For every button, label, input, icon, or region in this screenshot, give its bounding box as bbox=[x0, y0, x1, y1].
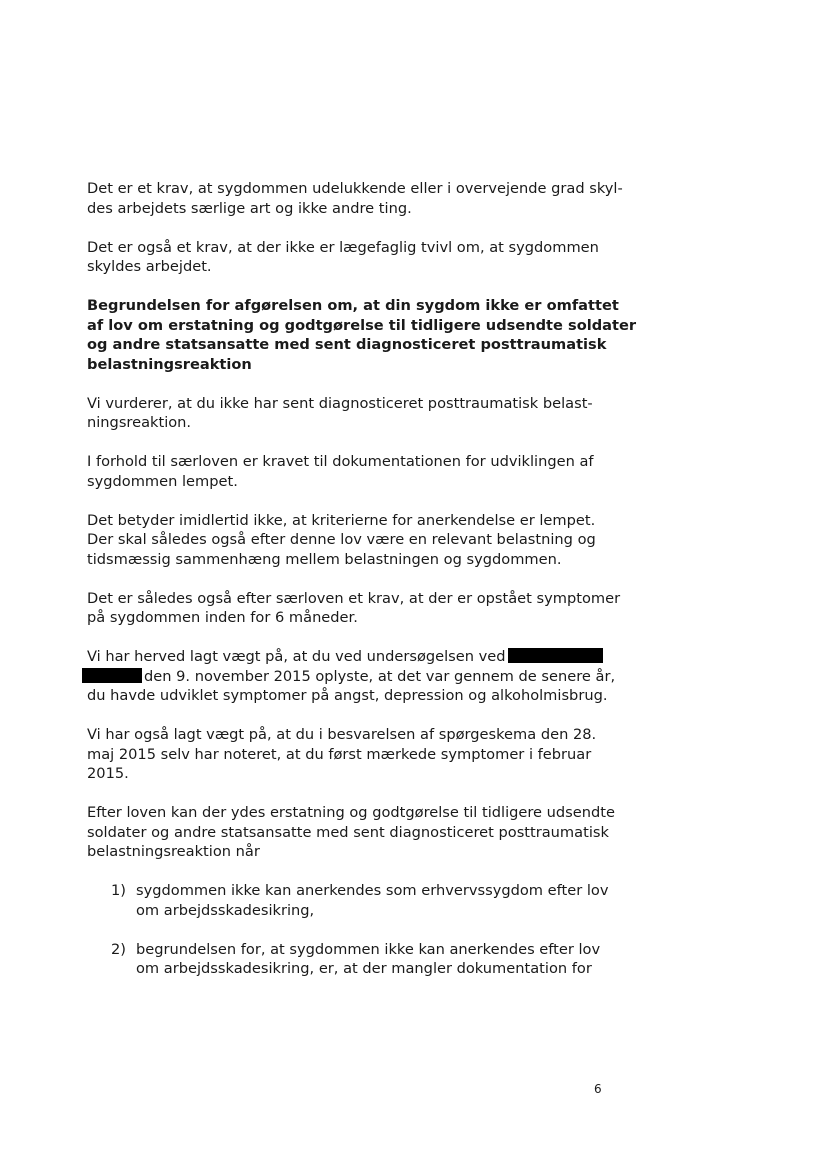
text-fragment: den 9. november 2015 oplyste, at det var gennem de senere år, bbox=[144, 667, 616, 685]
paragraph-requirement-medical bbox=[87, 238, 607, 277]
section-heading bbox=[87, 296, 637, 374]
paragraph-six-months bbox=[87, 589, 621, 628]
list-item-text bbox=[136, 940, 607, 979]
text-line: ningsreaktion. bbox=[87, 414, 192, 431]
text-line: begrundelsen for, at sygdommen ikke kan anerkendes efter lov bbox=[136, 940, 601, 958]
text-fragment: Vi har herved lagt vægt på, at du ved undersøgelsen ved bbox=[87, 648, 506, 665]
text-line: maj 2015 selv har noteret, at du først mærkede symptomer i februar bbox=[87, 745, 592, 763]
heading-line: og andre statsansatte med sent diagnosticeret posttraumatisk bbox=[87, 336, 607, 353]
document-body bbox=[87, 179, 637, 998]
paragraph-requirement-cause bbox=[87, 179, 623, 218]
text-line: skyldes arbejdet. bbox=[87, 258, 212, 275]
text-line: om arbejdsskadesikring, bbox=[136, 901, 315, 919]
page-number: 6 bbox=[594, 1082, 602, 1096]
text-line bbox=[87, 667, 616, 687]
list-item-number: 1) bbox=[111, 882, 126, 899]
text-line: Det betyder imidlertid ikke, at kriterierne for anerkendelse er lempet. bbox=[87, 511, 596, 529]
redaction-block bbox=[82, 668, 142, 683]
text-line: Der skal således også efter denne lov være en relevant belastning og bbox=[87, 531, 596, 548]
paragraph-conditions-intro bbox=[87, 803, 615, 862]
paragraph-criteria bbox=[87, 511, 607, 570]
text-line: I forhold til særloven er kravet til dokumentationen for udviklingen af bbox=[87, 453, 594, 470]
paragraph-examination bbox=[87, 647, 616, 706]
text-line: Vi har også lagt vægt på, at du i besvarelsen af spørgeskema den 28. bbox=[87, 726, 597, 743]
paragraph-documentation bbox=[87, 452, 607, 491]
text-line: om arbejdsskadesikring, er, at der mangler dokumentation for bbox=[136, 960, 592, 977]
heading-line: Begrundelsen for afgørelsen om, at din sygdom ikke er omfattet bbox=[87, 297, 619, 314]
conditions-list bbox=[87, 881, 607, 979]
text-line: belastningsreaktion når bbox=[87, 843, 260, 860]
text-line: Efter loven kan der ydes erstatning og godtgørelse til tidligere udsendte bbox=[87, 804, 615, 821]
list-item-text bbox=[136, 881, 608, 920]
text-line: soldater og andre statsansatte med sent diagnosticeret posttraumatisk bbox=[87, 823, 609, 841]
list-item-number: 2) bbox=[111, 940, 126, 958]
heading-line: belastningsreaktion bbox=[87, 355, 252, 373]
text-line: på sygdommen inden for 6 måneder. bbox=[87, 609, 358, 626]
text-line: Det er også et krav, at der ikke er lægefaglig tvivl om, at sygdommen bbox=[87, 238, 599, 256]
paragraph-assessment bbox=[87, 394, 607, 433]
heading-line: af lov om erstatning og godtgørelse til tidligere udsendte soldater bbox=[87, 316, 637, 334]
text-line: Vi vurderer, at du ikke har sent diagnosticeret posttraumatisk belast- bbox=[87, 394, 593, 412]
text-line bbox=[87, 647, 607, 667]
text-line: tidsmæssig sammenhæng mellem belastningen og sygdommen. bbox=[87, 550, 562, 568]
text-line: Det er et krav, at sygdommen udelukkende eller i overvejende grad skyl- bbox=[87, 180, 623, 197]
text-line: 2015. bbox=[87, 765, 129, 782]
text-line: des arbejdets særlige art og ikke andre ting. bbox=[87, 199, 412, 217]
text-line: du havde udviklet symptomer på angst, depression og alkoholmisbrug. bbox=[87, 687, 608, 704]
list-item bbox=[87, 940, 607, 979]
text-line: Det er således også efter særloven et krav, at der er opstået symptomer bbox=[87, 589, 621, 607]
redaction-block bbox=[508, 648, 603, 663]
paragraph-questionnaire bbox=[87, 725, 607, 784]
text-line: sygdommen lempet. bbox=[87, 472, 238, 490]
text-line: sygdommen ikke kan anerkendes som erhvervssygdom efter lov bbox=[136, 882, 609, 899]
list-item bbox=[87, 881, 607, 920]
